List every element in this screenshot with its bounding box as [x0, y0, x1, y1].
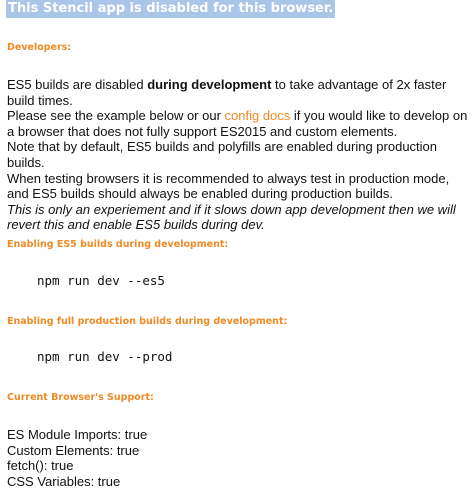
config-docs-link[interactable]: config docs — [224, 108, 291, 124]
developers-line1-bold: during development — [147, 77, 272, 92]
support-css-variables: CSS Variables: true — [7, 473, 121, 489]
developers-body — [7, 77, 469, 233]
es5-heading: Enabling ES5 builds during development: — [7, 239, 229, 250]
developers-line5: This is only an experiement and if it slows down app development then we will revert this and enable ES5 builds during dev. — [7, 201, 456, 233]
es5-command: npm run dev --es5 — [37, 273, 165, 288]
disabled-banner-text: This Stencil app is disabled for this browser. — [8, 1, 334, 16]
support-heading: Current Browser's Support: — [7, 392, 154, 403]
prod-heading: Enabling full production builds during development: — [7, 316, 288, 327]
developers-line3: Note that by default, ES5 builds and polyfills are enabled during production builds. — [7, 139, 438, 170]
developers-line2: Please see the example below or our config docs if you would like to develop on a browser that does not fully support ES2015 and custom elements. — [7, 108, 468, 139]
support-fetch: fetch(): true — [7, 458, 74, 474]
developers-line4: When testing browsers it is recommended to always test in production mode, and ES5 builds should always be enabled during production builds. — [7, 170, 450, 202]
prod-command: npm run dev --prod — [37, 349, 173, 364]
disabled-banner — [6, 0, 335, 18]
support-list — [7, 427, 469, 489]
support-es-module-imports: ES Module Imports: true — [7, 427, 148, 442]
developers-heading: Developers: — [7, 42, 72, 53]
support-custom-elements: Custom Elements: true — [7, 442, 140, 458]
developers-line1: ES5 builds are disabled during development to take advantage of 2x faster build times. — [7, 77, 447, 108]
